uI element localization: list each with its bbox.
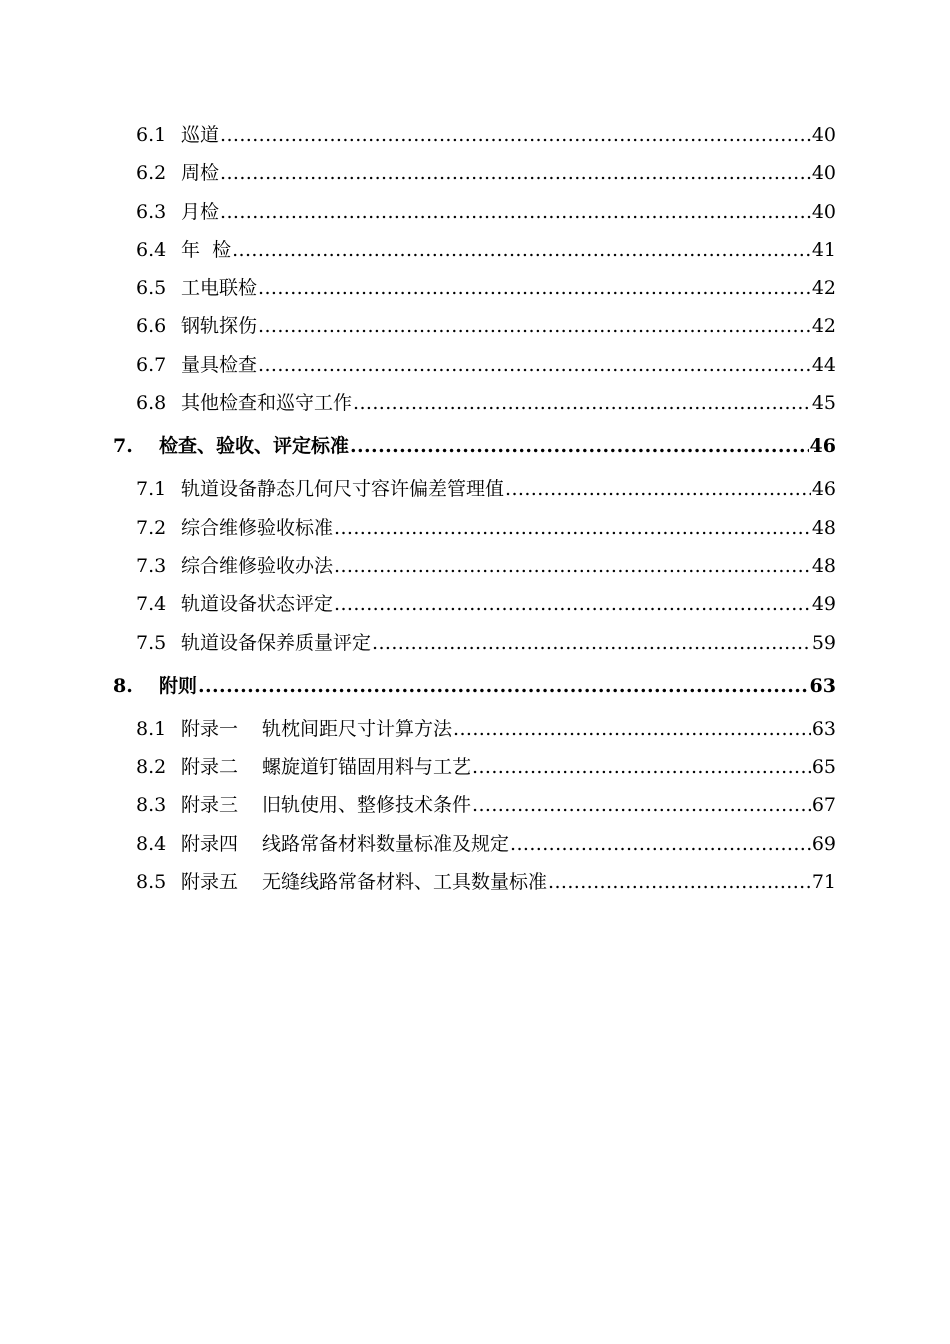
entry-number: 7.3 (136, 554, 167, 577)
toc-entry-6-5[interactable] (113, 269, 836, 307)
toc-entry-6-2[interactable] (113, 154, 836, 192)
dot-leader (220, 116, 811, 154)
entry-number: 6.8 (136, 392, 167, 415)
dot-leader (548, 863, 811, 901)
dot-leader (258, 346, 811, 384)
entry-title: 其他检查和巡守工作 (181, 392, 353, 415)
dot-leader (334, 509, 811, 547)
dot-leader (334, 547, 811, 585)
dot-leader (198, 662, 809, 710)
entry-number: 7.2 (136, 516, 167, 539)
chapter-title: 附则 (159, 674, 198, 697)
appendix-label: 附录四 (181, 832, 239, 855)
entry-page-number: 40 (811, 162, 836, 185)
appendix-label: 附录五 (181, 871, 239, 894)
entry-number: 6.3 (136, 200, 167, 223)
entry-page-number: 49 (811, 593, 836, 616)
entry-title: 月检 (181, 200, 220, 223)
toc-entry-7-4[interactable] (113, 585, 836, 623)
entry-page-number: 40 (811, 124, 836, 146)
entry-number: 8.4 (136, 832, 167, 855)
entry-number: 6.2 (136, 162, 167, 185)
toc-entry-6-7[interactable] (113, 346, 836, 384)
entry-page-number: 48 (811, 516, 836, 539)
entry-title: 轨道设备静态几何尺寸容许偏差管理值 (181, 478, 505, 501)
appendix-label: 附录一 (181, 717, 239, 740)
entry-title: 巡道 (181, 124, 220, 146)
entry-page-number: 67 (811, 794, 836, 817)
dot-leader (353, 384, 811, 422)
entry-number: 6.7 (136, 353, 167, 376)
entry-title: 钢轨探伤 (181, 315, 258, 338)
appendix-label: 附录二 (181, 756, 239, 779)
entry-page-number: 42 (811, 277, 836, 300)
chapter-number: 8. (113, 674, 133, 697)
chapter-page-number: 63 (809, 674, 836, 697)
entry-page-number: 63 (811, 717, 836, 740)
chapter-number: 7. (113, 435, 133, 458)
entry-number: 6.6 (136, 315, 167, 338)
entry-title: 旧轨使用、整修技术条件 (262, 794, 472, 817)
entry-number: 7.4 (136, 593, 167, 616)
dot-leader (472, 748, 811, 786)
dot-leader (232, 231, 811, 269)
toc-chapter-7[interactable] (113, 422, 836, 470)
entry-number: 8.5 (136, 871, 167, 894)
dot-leader (258, 269, 811, 307)
entry-page-number: 44 (811, 353, 836, 376)
toc-entry-8-1[interactable] (113, 710, 836, 748)
toc-entry-6-4[interactable] (113, 231, 836, 269)
chapter-page-number: 46 (809, 435, 836, 458)
toc-entry-8-4[interactable] (113, 825, 836, 863)
entry-title: 年 检 (181, 238, 232, 261)
entry-page-number: 69 (811, 832, 836, 855)
entry-title: 线路常备材料数量标准及规定 (262, 832, 510, 855)
chapter-title: 检查、验收、评定标准 (159, 435, 350, 458)
table-of-contents (113, 116, 836, 901)
toc-entry-7-2[interactable] (113, 509, 836, 547)
toc-entry-7-5[interactable] (113, 624, 836, 662)
entry-page-number: 59 (811, 631, 836, 654)
dot-leader (334, 585, 811, 623)
toc-entry-6-6[interactable] (113, 307, 836, 345)
dot-leader (258, 307, 811, 345)
entry-title: 轨道设备状态评定 (181, 593, 334, 616)
entry-page-number: 71 (811, 871, 836, 894)
entry-title: 周检 (181, 162, 220, 185)
entry-title: 轨道设备保养质量评定 (181, 631, 372, 654)
entry-page-number: 45 (811, 392, 836, 415)
entry-title: 综合维修验收标准 (181, 516, 334, 539)
toc-chapter-8[interactable] (113, 662, 836, 710)
entry-page-number: 65 (811, 756, 836, 779)
entry-number: 6.5 (136, 277, 167, 300)
entry-page-number: 46 (811, 478, 836, 501)
dot-leader (510, 825, 811, 863)
dot-leader (505, 470, 811, 508)
toc-entry-7-3[interactable] (113, 547, 836, 585)
entry-title: 无缝线路常备材料、工具数量标准 (262, 871, 548, 894)
toc-entry-7-1[interactable] (113, 470, 836, 508)
dot-leader (472, 786, 811, 824)
entry-page-number: 42 (811, 315, 836, 338)
entry-title: 综合维修验收办法 (181, 554, 334, 577)
entry-number: 8.3 (136, 794, 167, 817)
entry-title: 工电联检 (181, 277, 258, 300)
dot-leader (453, 710, 811, 748)
entry-page-number: 48 (811, 554, 836, 577)
entry-number: 8.2 (136, 756, 167, 779)
dot-leader (220, 193, 811, 231)
entry-number: 6.4 (136, 238, 167, 261)
toc-entry-6-8[interactable] (113, 384, 836, 422)
toc-entry-8-2[interactable] (113, 748, 836, 786)
entry-title: 螺旋道钉锚固用料与工艺 (262, 756, 472, 779)
entry-page-number: 41 (811, 238, 836, 261)
entry-title: 量具检查 (181, 353, 258, 376)
dot-leader (372, 624, 811, 662)
entry-number: 7.1 (136, 478, 167, 501)
dot-leader (350, 422, 809, 470)
entry-number: 8.1 (136, 717, 167, 740)
entry-number: 7.5 (136, 631, 167, 654)
appendix-label: 附录三 (181, 794, 239, 817)
dot-leader (220, 154, 811, 192)
toc-entry-6-1[interactable] (113, 116, 836, 154)
toc-entry-8-5[interactable] (113, 863, 836, 901)
toc-entry-6-3[interactable] (113, 193, 836, 231)
entry-number: 6.1 (136, 124, 167, 146)
entry-title: 轨枕间距尺寸计算方法 (262, 717, 453, 740)
entry-page-number: 40 (811, 200, 836, 223)
toc-entry-8-3[interactable] (113, 786, 836, 824)
